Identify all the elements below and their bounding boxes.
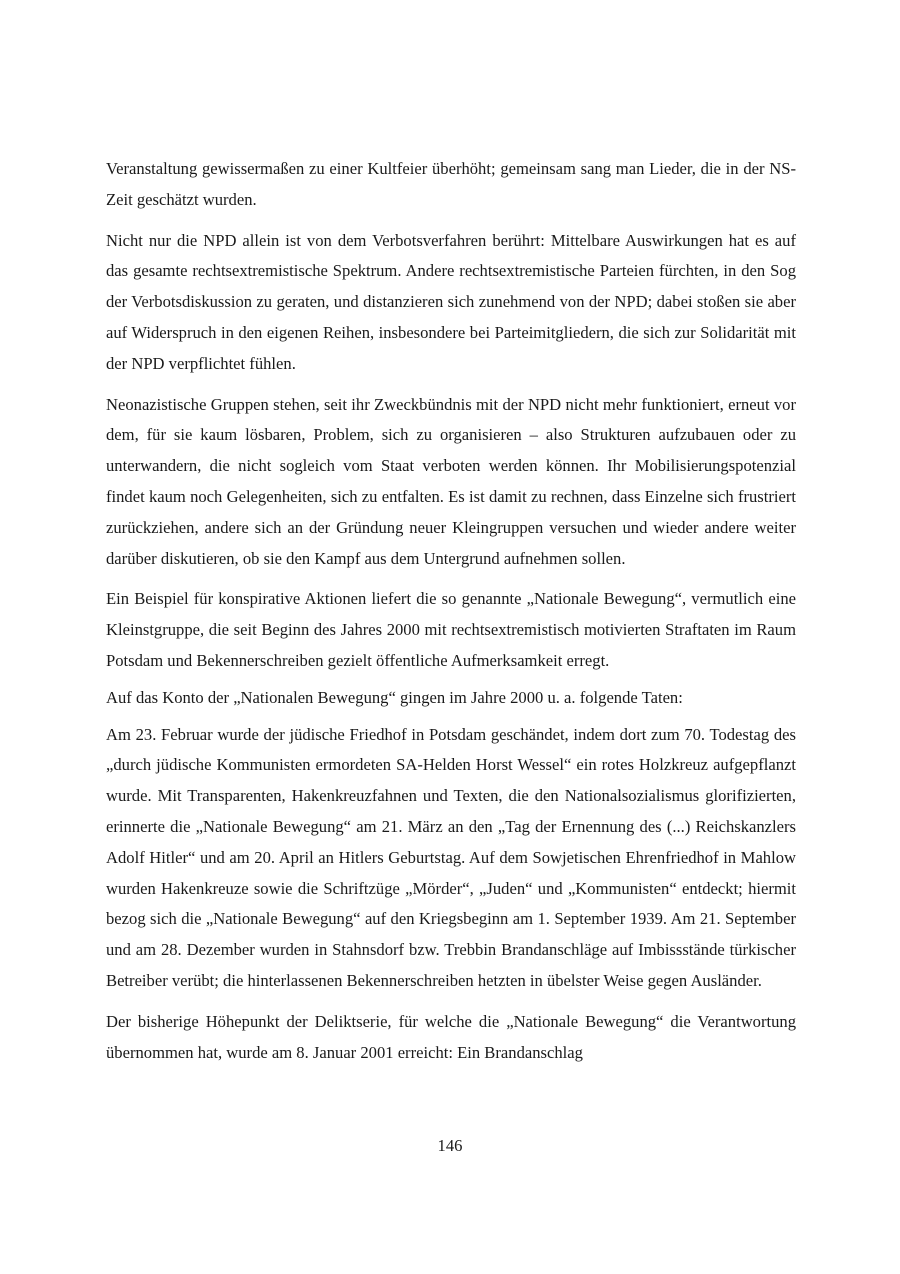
paragraph-1: Veranstaltung gewissermaßen zu einer Kultfeier überhöht; gemeinsam sang man Lieder, die in der NS-Zeit geschätzt wurden. xyxy=(106,159,796,209)
paragraph-4: Ein Beispiel für konspirative Aktionen liefert die so genannte „Nationale Bewegung“, vermutlich eine Kleinstgruppe, die seit Beginn des Jahres 2000 mit rechtsextremistisch motivierten Straftaten im Raum Potsdam und Bekennerschreiben gezielt öffentliche Aufmerksamkeit erregt. xyxy=(106,589,796,670)
paragraph-6: Am 23. Februar wurde der jüdische Friedhof in Potsdam geschändet, indem dort zum 70. Todestag des „durch jüdische Kommunisten ermordeten SA-Helden Horst Wessel“ ein rotes Holzkreuz aufgepflanzt wurde. Mit Transparenten, Hakenkreuzfahnen und Texten, die den Nationalsozialismus glorifizierten, erinnerte die „Nationale Bewegung“ am 21. März an den „Tag der Ernennung des (...) Reichskanzlers Adolf Hitler“ und am 20. April an Hitlers Geburtstag. Auf dem Sowjetischen Ehrenfriedhof in Mahlow wurden Hakenkreuze sowie die Schriftzüge „Mörder“, „Juden“ und „Kommunisten“ entdeckt; hiermit bezog sich die „Nationale Bewegung“ auf den Kriegsbeginn am 1. September 1939. Am 21. September und am 28. Dezember wurden in Stahnsdorf bzw. Trebbin Brandanschläge auf Imbissstände türkischer Betreiber verübt; die hinterlassenen Bekennerschreiben hetzten in übelster Weise gegen Ausländer. xyxy=(106,724,796,990)
paragraph-5: Auf das Konto der „Nationalen Bewegung“ gingen im Jahre 2000 u. a. folgende Taten: xyxy=(106,687,683,707)
page-number: 146 xyxy=(437,1136,463,1155)
paragraph-2: Nicht nur die NPD allein ist von dem Verbotsverfahren berührt: Mittelbare Auswirkungen hat es auf das gesamte rechtsextremistische Spektrum. Andere rechtsextremistische Parteien fürchten, in den Sog der Verbotsdiskussion zu geraten, und distanzieren sich zunehmend von der NPD; dabei stoßen sie aber auf Widerspruch in den eigenen Reihen, insbesondere bei Parteimitgliedern, die sich zur Solidarität mit der NPD verpflichtet fühlen. xyxy=(106,230,796,373)
paragraph-3: Neonazistische Gruppen stehen, seit ihr Zweckbündnis mit der NPD nicht mehr funktioniert, erneut vor dem, für sie kaum lösbaren, Problem, sich zu organisieren – also Strukturen aufzubauen oder zu unterwandern, die nicht sogleich vom Staat verboten werden können. Ihr Mobilisierungspotenzial findet kaum noch Gelegenheiten, sich zu entfalten. Es ist damit zu rechnen, dass Einzelne sich frustriert zurückziehen, andere sich an der Gründung neuer Kleingruppen versuchen und wieder andere weiter darüber diskutieren, ob sie den Kampf aus dem Untergrund aufnehmen sollen. xyxy=(106,394,796,568)
paragraph-7: Der bisherige Höhepunkt der Deliktserie, für welche die „Nationale Bewegung“ die Verantwortung übernommen hat, wurde am 8. Januar 2001 erreicht: Ein Brandanschlag xyxy=(106,1011,796,1062)
document-page xyxy=(106,154,796,1078)
